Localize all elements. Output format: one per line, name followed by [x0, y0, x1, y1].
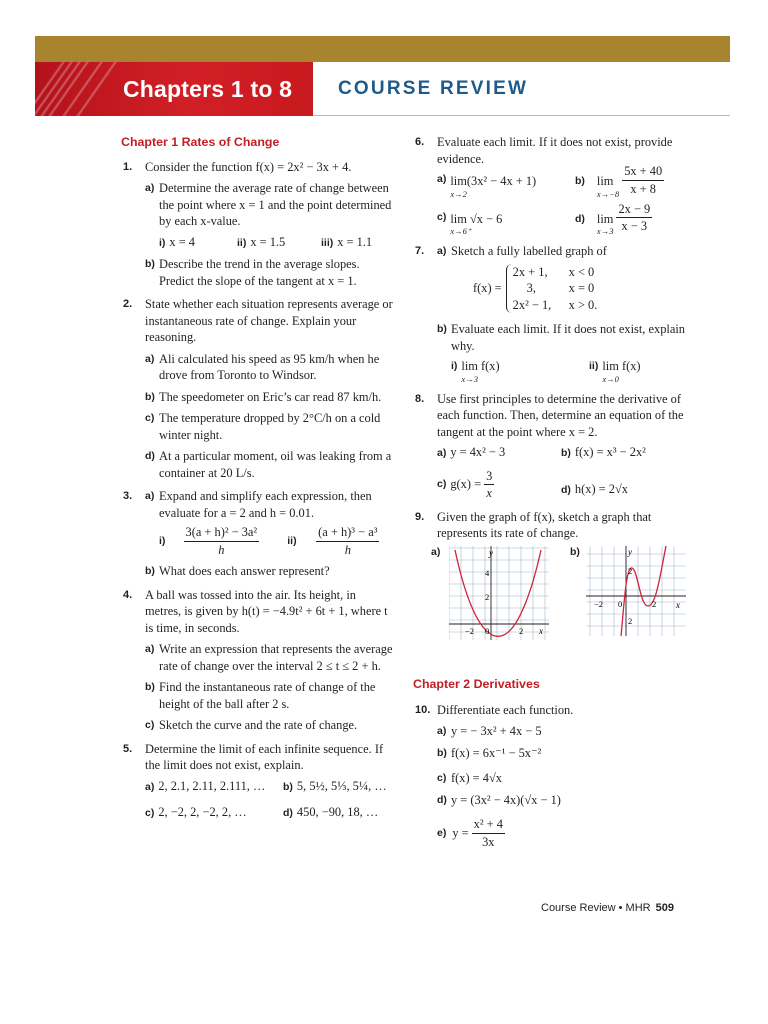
- part-text: Determine the average rate of change between the point where x = 1 and the point determined by each x-value.: [159, 181, 392, 228]
- subpart-label: ii): [287, 534, 297, 547]
- parts-row-2: [145, 804, 395, 822]
- numerator: 5x + 40: [622, 163, 664, 181]
- part-label: c): [145, 807, 155, 819]
- subpart-text: x = 1.1: [337, 234, 373, 249]
- part-label: b): [145, 390, 155, 403]
- part-e: [437, 816, 690, 850]
- numerator: (a + h)³ − a³: [316, 524, 379, 542]
- limit-expression: lim(3x² − 4x + 1): [450, 174, 537, 188]
- graph-a-tick-2: 2: [485, 592, 490, 602]
- part-d: [437, 792, 690, 809]
- part-text: Sketch the curve and the rate of change.: [159, 718, 358, 732]
- part-label: b): [437, 746, 447, 759]
- part-label: b): [575, 175, 585, 187]
- denominator: x + 8: [630, 181, 656, 196]
- graph-b-tick-x2: 2: [652, 599, 657, 609]
- graph-b-tick-neg2: −2: [594, 599, 604, 609]
- limit-row: [451, 358, 690, 384]
- question-1: [123, 159, 395, 290]
- part-text: Find the instantaneous rate of change of the height of the ball after 2 s.: [159, 680, 376, 711]
- header-bar: [35, 36, 730, 62]
- part-text: f(x) = 6x⁻¹ − 5x⁻²: [451, 745, 542, 760]
- part-label: b): [145, 565, 155, 577]
- part-label: e): [437, 826, 447, 839]
- part-label: a): [145, 490, 155, 502]
- part-text: f(x) = 4√x: [451, 771, 502, 785]
- limit-subscript: x→3: [596, 226, 614, 236]
- part-c: [145, 717, 395, 734]
- part-a: [437, 723, 690, 740]
- page-subtitle: COURSE REVIEW: [338, 78, 529, 99]
- part-label: b): [437, 323, 447, 335]
- part-text: Evaluate each limit. If it does not exist, explain why.: [451, 322, 685, 353]
- part-label: a): [437, 173, 447, 185]
- part-text: 2, 2.1, 2.11, 2.111, …: [158, 778, 266, 793]
- part-label: d): [575, 212, 585, 225]
- part-c: [437, 770, 690, 787]
- denominator: h: [344, 542, 351, 557]
- part-text: h(x) = 2√x: [574, 481, 628, 496]
- part-label: c): [145, 719, 155, 731]
- graph-b: [586, 546, 686, 636]
- graph-a-tick-x2: 2: [519, 626, 524, 636]
- part-text: y = 4x² − 3: [450, 445, 506, 459]
- subpart-text: x = 1.5: [250, 234, 286, 249]
- part-b: [437, 321, 690, 384]
- chapter-2-section: [415, 676, 690, 857]
- limit-word: lim: [596, 174, 614, 188]
- case-expression: 2x² − 1,: [512, 297, 552, 312]
- question-number: 5.: [123, 742, 133, 755]
- part-a: [145, 180, 395, 251]
- part-label: d): [283, 807, 293, 819]
- right-column: [415, 134, 690, 549]
- question-text: Determine the limit of each infinite sequence. If the limit does not exist, explain.: [145, 741, 384, 772]
- part-label: b): [145, 258, 155, 270]
- graph-a-label: a): [431, 546, 441, 558]
- header-rule: [313, 115, 730, 116]
- part-text: 2, −2, 2, −2, 2, …: [158, 805, 247, 819]
- fraction-prefix: y =: [452, 825, 469, 840]
- piecewise-cases: [506, 264, 598, 314]
- part-label: c): [145, 412, 155, 424]
- part-b: [145, 679, 395, 712]
- part-text: What does each answer represent?: [159, 564, 330, 578]
- part-text: y = (3x² − 4x)(√x − 1): [451, 792, 561, 807]
- graph-a-xlabel: x: [539, 626, 543, 636]
- graph-b-xlabel: x: [676, 600, 680, 610]
- page-number: 509: [655, 902, 674, 914]
- numerator: x² + 4: [472, 816, 505, 834]
- question-number: 2.: [123, 298, 133, 310]
- question-number: 4.: [123, 588, 133, 601]
- chapter-2-heading: Chapter 2 Derivatives: [413, 677, 540, 691]
- question-2: [123, 296, 395, 481]
- part-b: [145, 563, 395, 580]
- graph-a-grid: [449, 546, 549, 640]
- part-label: b): [145, 681, 155, 693]
- part-b: [145, 389, 395, 406]
- part-label: a): [437, 447, 447, 459]
- question-number: 7.: [415, 245, 425, 257]
- part-text: 450, −90, 18, …: [296, 805, 379, 819]
- graph-b-grid: [586, 546, 686, 636]
- part-b: [437, 745, 690, 762]
- part-label: a): [437, 725, 447, 737]
- part-label: b): [561, 447, 571, 459]
- part-label: d): [145, 450, 155, 462]
- part-text: y = − 3x² + 4x − 5: [451, 724, 542, 738]
- denominator: x − 3: [621, 219, 648, 233]
- subpart-label: ii): [237, 236, 247, 249]
- question-text: Differentiate each function.: [437, 702, 574, 717]
- case-expression: 3,: [526, 281, 536, 295]
- limit-row-1: [437, 164, 690, 199]
- limit-expression: lim f(x): [602, 359, 641, 373]
- question-number: 1.: [123, 160, 133, 173]
- part-label: a): [145, 780, 155, 793]
- fraction: [484, 468, 494, 502]
- question-text: A ball was tossed into the air. Its height, in metres, is given by h(t) = −4.9t² + 6t + 1, where t is time, in seconds.: [145, 587, 388, 635]
- part-text: The speedometer on Eric’s car read 87 km/h.: [159, 389, 382, 404]
- parts-row-1: [145, 778, 395, 796]
- graph-a-curve: [455, 550, 541, 636]
- numerator: 3: [484, 468, 494, 486]
- part-text: Expand and simplify each expression, then evaluate for a = 2 and h = 0.01.: [159, 489, 372, 520]
- part-d: [145, 448, 395, 481]
- fraction-i: [169, 524, 273, 558]
- piecewise-function: [473, 264, 690, 314]
- part-label: c): [437, 210, 447, 223]
- case-expression: 2x + 1,: [512, 264, 548, 279]
- part-label: a): [437, 245, 447, 257]
- fraction: [472, 816, 505, 850]
- limit-row-2: [437, 201, 690, 237]
- limit-subscript: x→6⁺: [450, 226, 472, 236]
- graph-b-tick-y-neg: 2: [628, 616, 633, 626]
- limit-expression: lim f(x): [461, 359, 500, 373]
- part-text: Ali calculated his speed as 95 km/h when he drove from Toronto to Windsor.: [159, 351, 380, 382]
- part-text: Describe the trend in the average slopes. Predict the slope of the tangent at x = 1.: [159, 257, 360, 288]
- part-a: [145, 641, 395, 674]
- subparts-row: [159, 234, 395, 252]
- graph-a-tick-0: 0: [485, 626, 490, 636]
- part-label: c): [437, 478, 447, 491]
- subpart-label: i): [159, 236, 166, 249]
- case-condition: x > 0.: [568, 297, 598, 312]
- graph-b-tick-0: 0: [618, 599, 623, 609]
- part-text: At a particular moment, oil was leaking from a container at 20 L/s.: [159, 449, 392, 480]
- limit-subscript: x→−8: [596, 188, 620, 199]
- question-text: Use first principles to determine the derivative of each function. Then, determine an equation of the tangent at the point where x = 2.: [437, 391, 684, 439]
- denominator: 3x: [482, 834, 495, 849]
- denominator: x: [486, 486, 492, 500]
- question-text: Consider the function f(x) = 2x² − 3x + 4.: [145, 159, 352, 174]
- question-4: [123, 587, 395, 734]
- graph-a-tick-4: 4: [485, 568, 490, 578]
- part-c: [145, 410, 395, 443]
- parts-row-2: [437, 468, 690, 502]
- part-text: f(x) = x³ − 2x²: [574, 445, 646, 459]
- fraction-prefix: g(x) =: [450, 477, 482, 492]
- part-text: Write an expression that represents the average rate of change over the interval 2 ≤ t ≤ 2 + h.: [159, 642, 393, 673]
- left-column: [123, 134, 395, 829]
- part-label: d): [437, 793, 447, 806]
- question-text: Evaluate each limit. If it does not exist, provide evidence.: [437, 135, 673, 166]
- part-b: [145, 256, 395, 289]
- question-number: 10.: [415, 703, 431, 716]
- question-number: 6.: [415, 136, 425, 148]
- part-text: The temperature dropped by 2°C/h on a cold winter night.: [159, 411, 381, 442]
- case-condition: x = 0: [568, 281, 595, 295]
- fraction-ii: [301, 524, 395, 558]
- case-condition: x < 0: [568, 264, 595, 279]
- denominator: h: [218, 542, 225, 557]
- question-text: Given the graph of f(x), sketch a graph that represents its rate of change.: [437, 509, 652, 540]
- question-number: 9.: [415, 510, 425, 523]
- fraction-row: [159, 524, 395, 558]
- part-text: Sketch a fully labelled graph of: [451, 244, 607, 258]
- question-9: [415, 509, 690, 542]
- question-6: [415, 134, 690, 236]
- question-10: [415, 702, 690, 851]
- graph-a-ylabel: y: [489, 548, 493, 558]
- part-a: [437, 243, 690, 313]
- part-label: c): [437, 772, 447, 784]
- subpart-label: i): [451, 360, 458, 372]
- limit-subscript: x→3: [461, 373, 478, 384]
- part-label: a): [145, 643, 155, 655]
- question-text: State whether each situation represents average or instantaneous rate of change. Explain your reasoning.: [145, 297, 393, 344]
- question-number: 3.: [123, 490, 133, 502]
- subpart-label: ii): [589, 360, 599, 372]
- part-label: d): [561, 483, 571, 496]
- subpart-text: x = 4: [169, 234, 195, 249]
- footer-text: Course Review • MHR: [541, 902, 651, 914]
- numerator: 2x − 9: [616, 201, 652, 219]
- function-name: f(x) =: [473, 281, 502, 295]
- graph-a-tick-neg2: −2: [465, 626, 475, 636]
- page-title: Chapters 1 to 8: [123, 76, 293, 102]
- parts-row-1: [437, 444, 690, 462]
- graph-b-ylabel: y: [628, 547, 632, 557]
- part-a: [145, 351, 395, 384]
- limit-word: lim: [596, 211, 614, 226]
- page-footer: [541, 902, 674, 914]
- numerator: 3(a + h)² − 3a²: [184, 524, 260, 542]
- subpart-label: i): [159, 534, 166, 547]
- graph-b-label: b): [570, 546, 580, 558]
- part-label: b): [283, 780, 293, 793]
- question-3: [123, 488, 395, 580]
- limit-subscript: x→0: [602, 373, 619, 384]
- subpart-label: iii): [321, 236, 334, 249]
- part-a: [145, 488, 395, 558]
- chapter-1-heading: Chapter 1 Rates of Change: [121, 135, 280, 149]
- part-label: a): [145, 352, 155, 365]
- question-7: [415, 243, 690, 384]
- question-8: [415, 391, 690, 502]
- graph-b-tick-y2: 2: [628, 566, 633, 576]
- part-label: a): [145, 182, 155, 194]
- graph-a: [449, 546, 549, 640]
- part-text: 5, 5½, 5⅓, 5¼, …: [296, 778, 387, 793]
- question-number: 8.: [415, 392, 425, 405]
- question-5: [123, 741, 395, 822]
- limit-subscript: x→2: [450, 188, 467, 199]
- limit-expression: lim √x − 6: [450, 211, 503, 226]
